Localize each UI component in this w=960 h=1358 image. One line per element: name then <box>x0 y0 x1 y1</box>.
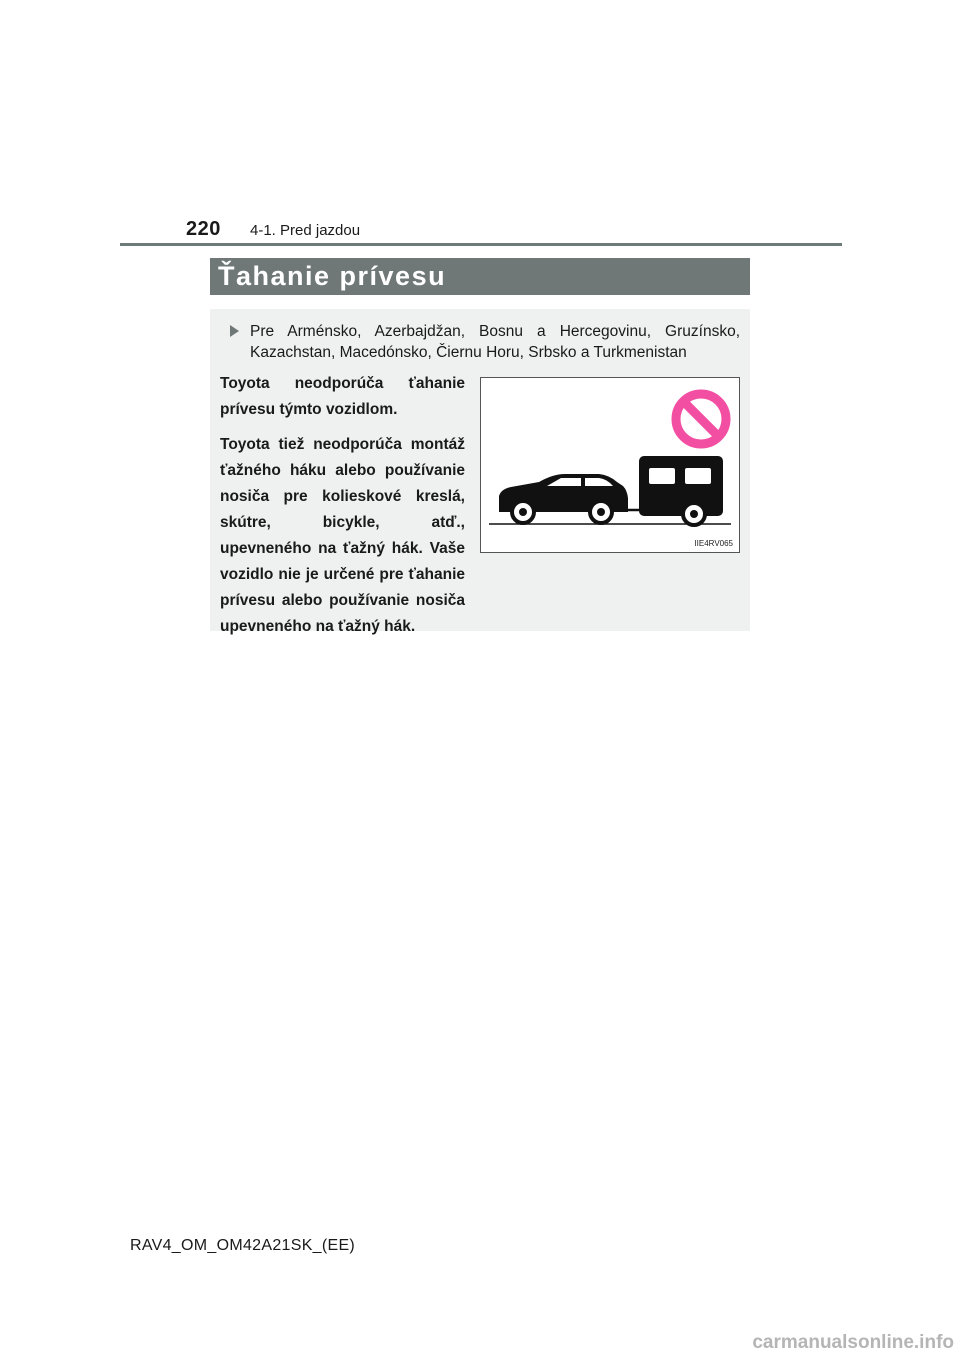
illustration-svg <box>481 378 739 552</box>
car-icon <box>499 474 628 523</box>
region-note <box>230 321 740 363</box>
paragraph-1: Toyota neodporúča ťahanie prívesu týmto vozidlom. <box>220 375 465 418</box>
header-divider <box>120 243 842 246</box>
content-box <box>210 309 750 635</box>
paragraph-2: Toyota tiež neodporúča montáž ťažného háku alebo používanie nosiča pre kolieskové kreslá, skútre, bicykle, atď., upevneného na ťažný hák. Vaše vozidlo nie je určené pre ťahanie prívesu alebo používanie nosiča upevneného na ťažný hák. <box>220 436 465 635</box>
document-code: RAV4_OM_OM42A21SK_(EE) <box>130 1237 356 1254</box>
towing-prohibited-illustration <box>480 377 740 553</box>
page-number: 220 <box>186 218 221 240</box>
prohibition-icon <box>676 394 726 444</box>
bullet-arrow-icon <box>230 325 239 337</box>
trailer-icon <box>639 456 723 525</box>
watermark: carmanualsonline.info <box>752 1332 954 1353</box>
page-header <box>186 214 846 244</box>
body-text <box>220 371 465 649</box>
figure-code: IIE4RV065 <box>694 539 733 548</box>
page-title: Ťahanie prívesu <box>210 258 750 295</box>
region-note-text: Pre Arménsko, Azerbajdžan, Bosnu a Hercegovinu, Gruzínsko, Kazachstan, Macedónsko, Čiernu Horu, Srbsko a Turkmenistan <box>250 323 740 361</box>
section-label: 4-1. Pred jazdou <box>250 222 361 239</box>
